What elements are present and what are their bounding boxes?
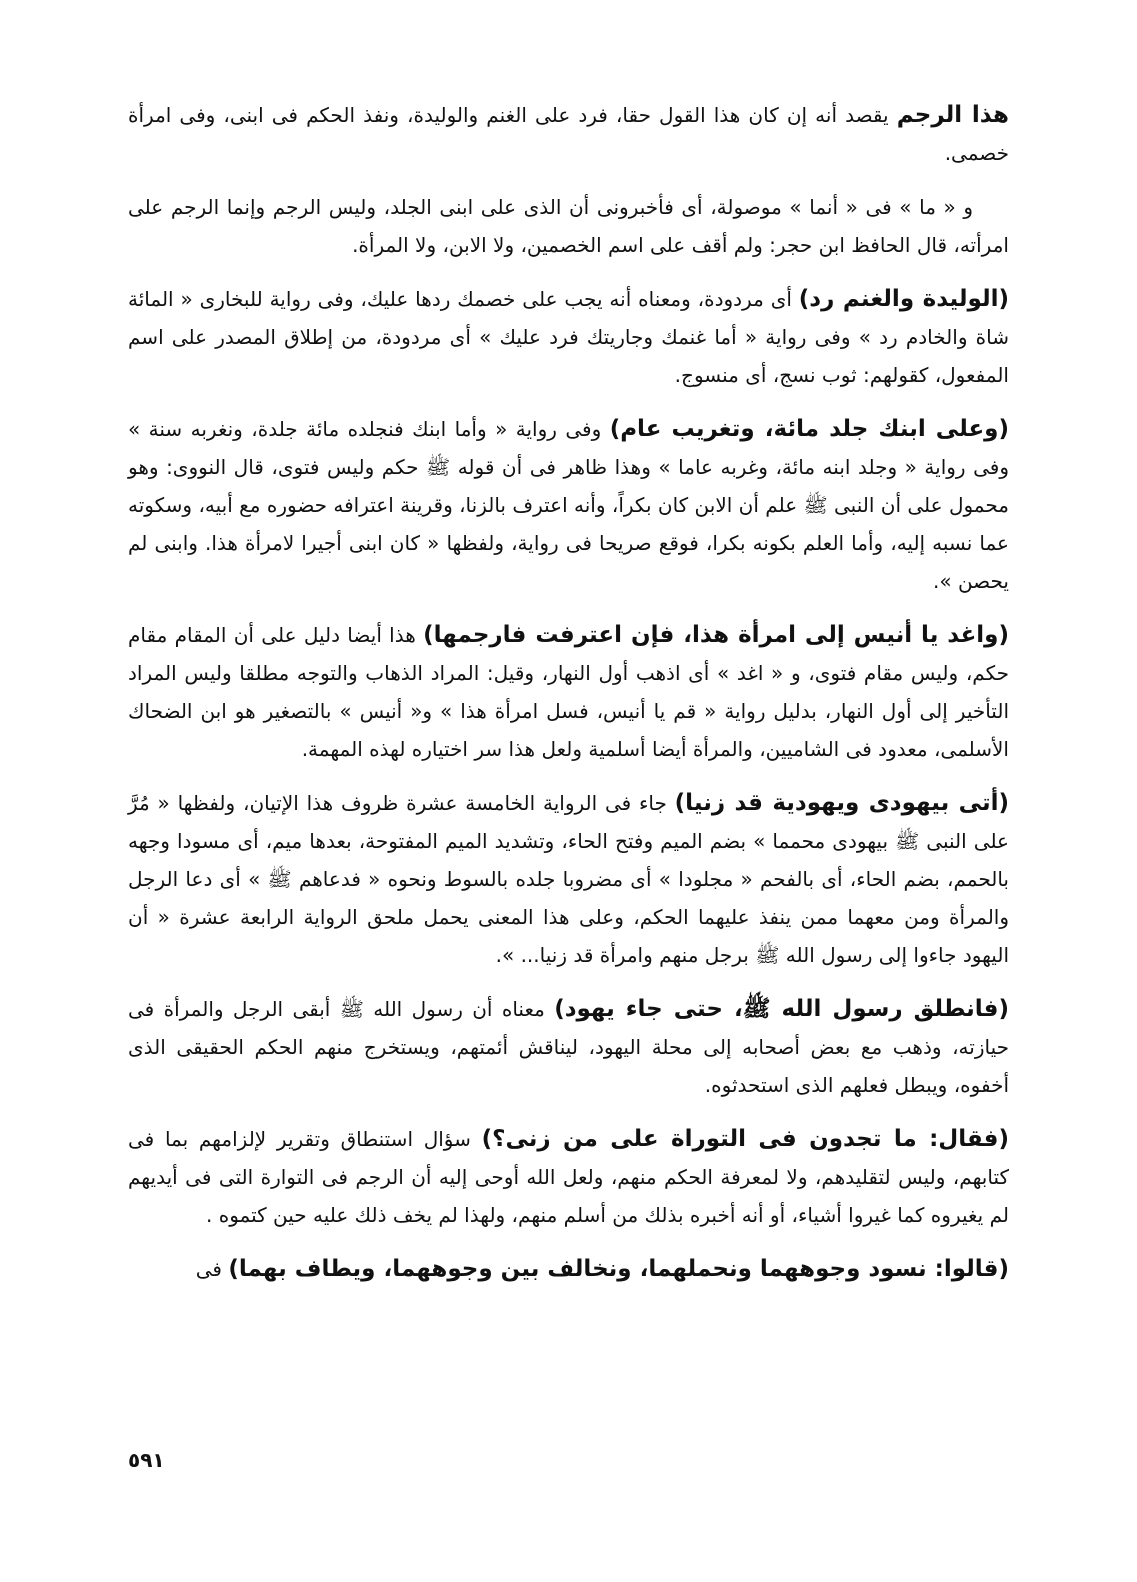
paragraph-5 (128, 616, 1009, 768)
page-number: ٥٩١ (128, 1448, 165, 1472)
paragraph-text: أى مردودة، ومعناه أنه يجب على خصمك ردها عليك، وفى رواية للبخارى « المائة شاة والخادم رد » وفى رواية « أما غنمك وجاريتك فرد عليك » أى مردودة، من إطلاق المصدر على اسم المفعول، كقولهم: ثوب نسج، أى منسوج. (128, 287, 1009, 387)
paragraph-2 (128, 188, 1009, 264)
paragraph-heading: (قالوا: نسود وجوههما ونحملهما، ونخالف بين وجوههما، ويطاف بهما) (228, 1256, 1009, 1282)
paragraph-text: فى (195, 1257, 229, 1281)
paragraph-9 (128, 1250, 1009, 1288)
paragraph-heading: (واغد يا أنيس إلى امرأة هذا، فإن اعترفت فارجمها) (423, 622, 1009, 648)
paragraph-heading: (فانطلق رسول الله ﷺ، حتى جاء يهود) (554, 996, 1009, 1022)
paragraph-text: معناه أن رسول الله ﷺ أبقى الرجل والمرأة فى حيازته، وذهب مع بعض أصحابه إلى محلة اليهود، ليناقش أئمتهم، ويستخرج منهم الحكم الحقيقى الذى أخفوه، ويبطل فعلهم الذى استحدثوه. (128, 997, 1009, 1097)
paragraph-heading: هذا الرجم (896, 102, 1009, 128)
paragraph-text: جاء فى الرواية الخامسة عشرة ظروف هذا الإتيان، ولفظها « مُرَّ على النبى ﷺ بيهودى محمما » بضم الميم وفتح الحاء، وتشديد الميم المفتوحة، بعدها ميم، أى مسودا وجهه بالحمم، بضم الحاء، أى بالفحم « مجلودا » أى مضروبا جلده بالسوط ونحوه « فدعاهم ﷺ » أى دعا الرجل والمرأة ومن معهما ممن ينفذ عليهما الحكم، وعلى هذا المعنى يحمل ملحق الرواية الرابعة عشرة « أن اليهود جاءوا إلى رسول الله ﷺ برجل منهم وامرأة قد زنيا... ». (128, 791, 1009, 967)
paragraph-8 (128, 1120, 1009, 1234)
paragraph-heading: (الوليدة والغنم رد) (798, 286, 1009, 312)
paragraph-7 (128, 990, 1009, 1104)
paragraph-heading: (فقال: ما تجدون فى التوراة على من زنى؟) (481, 1126, 1010, 1152)
paragraph-6 (128, 784, 1009, 974)
paragraph-text: يقصد أنه إن كان هذا القول حقا، فرد على الغنم والوليدة، ونفذ الحكم فى ابنى، وفى امرأة خصمى. (128, 103, 1009, 165)
paragraph-1 (128, 96, 1009, 172)
paragraph-3 (128, 280, 1009, 394)
paragraph-text: سؤال استنطاق وتقرير لإلزامهم بما فى كتابهم، وليس لتقليدهم، ولا لمعرفة الحكم منهم، ولعل الله أوحى إليه أن الرجم فى التوارة التى فى أيديهم لم يغيروه كما غيروا أشياء، أو أنه أخبره بذلك من أسلم منهم، ولهذا لم يخف ذلك عليه حين كتموه . (128, 1127, 1009, 1227)
paragraph-text: هذا أيضا دليل على أن المقام مقام حكم، وليس مقام فتوى، و « اغد » أى اذهب أول النهار، وقيل: المراد الذهاب والتوجه مطلقا وليس المراد التأخير إلى أول النهار، بدليل رواية « قم يا أنيس، فسل امرأة هذا » و« أنيس » بالتصغير هو ابن الضحاك الأسلمى، معدود فى الشاميين، والمرأة أيضا أسلمية ولعل هذا سر اختياره لهذه المهمة. (128, 623, 1009, 761)
paragraph-text: وفى رواية « وأما ابنك فنجلده مائة جلدة، ونغربه سنة » وفى رواية « وجلد ابنه مائة، وغربه عاما » وهذا ظاهر فى أن قوله ﷺ حكم وليس فتوى، قال النووى: وهو محمول على أن النبى ﷺ علم أن الابن كان بكراً، وأنه اعترف بالزنا، وقرينة اعترافه حضوره مع أبيه، وسكوته عما نسبه إليه، وأما العلم بكونه بكرا، فوقع صريحا فى رواية، ولفظها « كان ابنى أجيرا لامرأة هذا. وابنى لم يحصن ». (128, 417, 1009, 593)
page-body (128, 96, 1009, 1288)
paragraph-text: و « ما » فى « أنما » موصولة، أى فأخبرونى أن الذى على ابنى الجلد، وليس الرجم وإنما الرجم على امرأته، قال الحافظ ابن حجر: ولم أقف على اسم الخصمين، ولا الابن، ولا المرأة. (128, 195, 1009, 257)
paragraph-4 (128, 410, 1009, 600)
paragraph-heading: (وعلى ابنك جلد مائة، وتغريب عام) (609, 416, 1009, 442)
paragraph-heading: (أتى بيهودى ويهودية قد زنيا) (674, 790, 1009, 816)
